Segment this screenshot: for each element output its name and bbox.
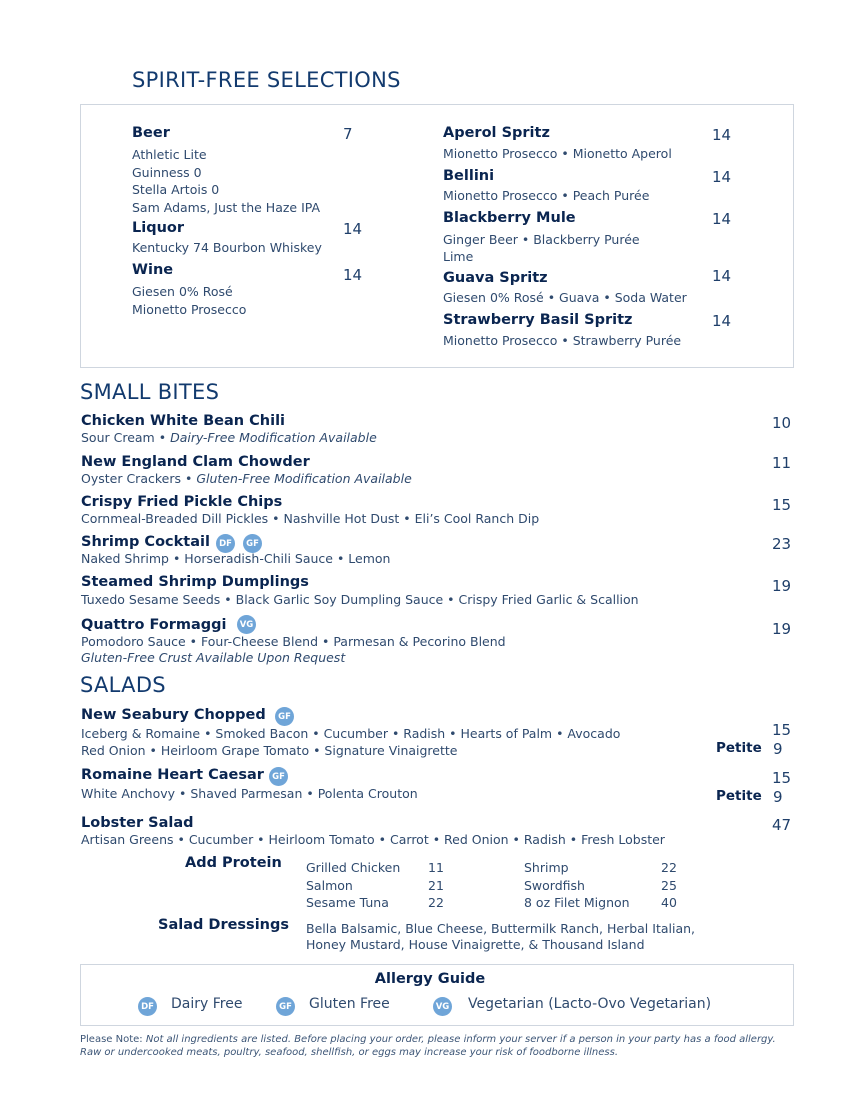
item-price: 23 (772, 535, 792, 553)
item-price: 14 (712, 168, 732, 186)
vegetarian-badge-icon: VG (237, 615, 256, 634)
item-price: 14 (712, 210, 732, 228)
spirit-free-box (80, 104, 794, 368)
item-name: Bellini (443, 168, 495, 184)
salad-dressings-label: Salad Dressings (158, 917, 289, 933)
item-description: Naked Shrimp • Horseradish-Chili Sauce • Lemon (81, 551, 391, 566)
protein-list-right: Shrimp Swordfish 8 oz Filet Mignon (524, 860, 630, 910)
item-name: Chicken White Bean Chili (81, 413, 286, 429)
gluten-free-badge-icon: GF (269, 767, 288, 786)
item-description: Mionetto Prosecco • Peach Purée (443, 188, 650, 203)
item-description: Mionetto Prosecco • Strawberry Purée (443, 333, 682, 348)
protein-prices-left: 11 21 22 (428, 860, 444, 910)
item-name: New Seabury Chopped (81, 707, 266, 723)
item-name: Steamed Shrimp Dumplings (81, 574, 309, 590)
item-price: 10 (772, 414, 792, 432)
item-price: 14 (712, 267, 732, 285)
item-price: 14 (343, 220, 363, 238)
petite-label: Petite (716, 740, 762, 756)
item-price: 19 (772, 577, 792, 595)
gluten-free-badge-icon: GF (243, 534, 262, 553)
petite-price: 9 (773, 740, 783, 758)
item-name: Blackberry Mule (443, 210, 576, 226)
allergy-label: Vegetarian (Lacto-Ovo Vegetarian) (468, 996, 712, 1012)
item-price: 47 (772, 816, 792, 834)
allergy-guide-title: Allergy Guide (374, 971, 486, 987)
item-price: 11 (772, 454, 792, 472)
item-name: Aperol Spritz (443, 125, 550, 141)
item-price: 14 (712, 126, 732, 144)
item-description: Artisan Greens • Cucumber • Heirloom Tomato • Carrot • Red Onion • Radish • Fresh Lobster (81, 832, 665, 847)
item-price: 15 (772, 721, 792, 739)
item-name: Liquor (132, 220, 185, 236)
item-name: New England Clam Chowder (81, 454, 310, 470)
item-note: Gluten-Free Crust Available Upon Request (81, 650, 346, 665)
add-protein-label: Add Protein (185, 855, 282, 871)
protein-list-left: Grilled Chicken Salmon Sesame Tuna (306, 860, 401, 910)
item-description: Oyster Crackers • Gluten-Free Modification Available (81, 471, 412, 486)
item-description: Kentucky 74 Bourbon Whiskey (132, 240, 322, 255)
allergy-footnote: Please Note: Not all ingredients are listed. Before placing your order, please inform your server if a person in your party has a food allergy. Raw or undercooked meats, poultry, seafood, shellfish, or eggs may increase your risk of foodborne illness. (80, 1034, 776, 1058)
item-description: White Anchovy • Shaved Parmesan • Polenta Crouton (81, 786, 418, 801)
item-price: 7 (343, 125, 353, 143)
item-description: Cornmeal-Breaded Dill Pickles • Nashville Hot Dust • Eli’s Cool Ranch Dip (81, 511, 540, 526)
allergy-label: Gluten Free (309, 996, 390, 1012)
dressings-line: Bella Balsamic, Blue Cheese, Buttermilk Ranch, Herbal Italian, (306, 921, 696, 936)
item-price: 14 (712, 312, 732, 330)
dairy-free-badge-icon: DF (138, 997, 157, 1016)
item-name: Strawberry Basil Spritz (443, 312, 633, 328)
petite-label: Petite (716, 788, 762, 804)
section-title-salads: SALADS (80, 673, 166, 697)
allergy-label: Dairy Free (171, 996, 243, 1012)
item-description: Sour Cream • Dairy-Free Modification Available (81, 430, 377, 445)
item-name: Shrimp Cocktail (81, 534, 210, 550)
item-name: Crispy Fried Pickle Chips (81, 494, 283, 510)
item-name: Romaine Heart Caesar (81, 767, 264, 783)
item-description: Athletic Lite Guinness 0 Stella Artois 0 Sam Adams, Just the Haze IPA (132, 147, 321, 215)
item-description: Mionetto Prosecco • Mionetto Aperol (443, 146, 672, 161)
gluten-free-badge-icon: GF (275, 707, 294, 726)
item-price: 14 (343, 266, 363, 284)
gluten-free-badge-icon: GF (276, 997, 295, 1016)
item-price: 15 (772, 496, 792, 514)
item-description: Tuxedo Sesame Seeds • Black Garlic Soy Dumpling Sauce • Crispy Fried Garlic & Scallion (81, 592, 639, 607)
item-description: Giesen 0% Rosé • Guava • Soda Water (443, 290, 687, 305)
item-price: 19 (772, 620, 792, 638)
petite-price: 9 (773, 788, 783, 806)
section-title-spirit-free: SPIRIT-FREE SELECTIONS (132, 68, 401, 92)
section-title-small-bites: SMALL BITES (80, 380, 220, 404)
item-description: Giesen 0% Rosé Mionetto Prosecco (132, 284, 247, 317)
item-description: Ginger Beer • Blackberry Purée Lime (443, 232, 640, 264)
protein-prices-right: 22 25 40 (661, 860, 677, 910)
dressings-line: Honey Mustard, House Vinaigrette, & Thousand Island (306, 937, 645, 952)
item-name: Wine (132, 262, 174, 278)
item-name: Quattro Formaggi (81, 617, 227, 633)
vegetarian-badge-icon: VG (433, 997, 452, 1016)
item-name: Lobster Salad (81, 815, 194, 831)
item-price: 15 (772, 769, 792, 787)
item-name: Beer (132, 125, 170, 141)
item-description: Iceberg & Romaine • Smoked Bacon • Cucumber • Radish • Hearts of Palm • Avocado (81, 726, 621, 741)
item-name: Guava Spritz (443, 270, 548, 286)
item-description: Pomodoro Sauce • Four-Cheese Blend • Parmesan & Pecorino Blend (81, 634, 506, 649)
dairy-free-badge-icon: DF (216, 534, 235, 553)
item-description: Red Onion • Heirloom Grape Tomato • Signature Vinaigrette (81, 743, 458, 758)
